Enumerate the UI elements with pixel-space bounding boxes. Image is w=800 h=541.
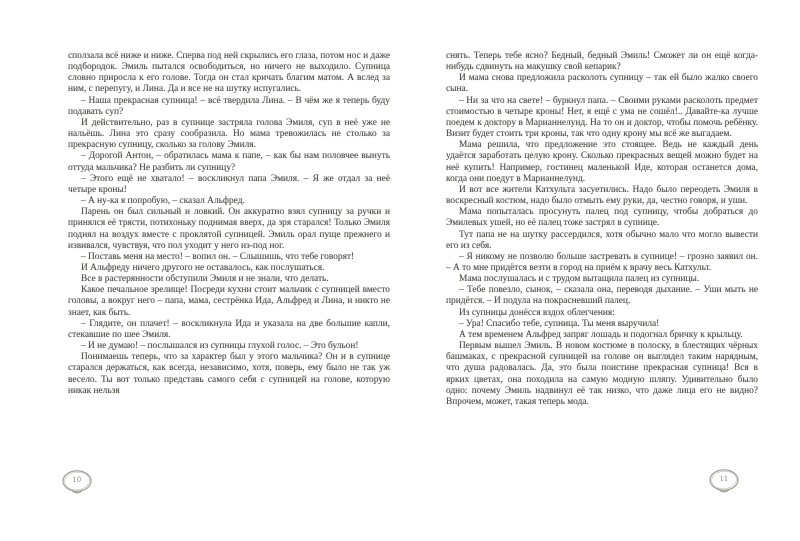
paragraph: Первым вышел Эмиль. В новом костюме в полоску, в блестящих чёрных башмаках, с прекрасной супницей на голове он выглядел таким нарядным, что душа радовалась. Да, это была поистине прекрасная супница! Вся в ярких цветах, она походила на самую модную шляпу. Удивительно было одно: почему Эмиль надвинул её так низко, что даже лица его не видно? Впрочем, может, такая теперь мода. — [446, 341, 758, 407]
paragraph: – Поставь меня на место! – вопил он. – Слышишь, что тебе говорят! — [81, 251, 355, 262]
paragraph: Мама послушалась и с трудом вытащила палец из супницы. — [459, 274, 700, 285]
page-left — [68, 51, 390, 397]
paragraph: – Дорогой Антон, – обратилась мама к папе, – как бы нам половчее вынуть оттуда мальчика? Не разбить ли супницу? — [68, 151, 390, 173]
paragraph: И вот все жители Катхульта засуетились. Надо было переодеть Эмиля в воскресный костюм, надо было отмыть ему руки, да, честно говоря, и уши. — [446, 184, 758, 207]
paragraph: Из супницы донёсся вздох облегчения: — [459, 307, 615, 318]
paragraph: Мама попыталась просунуть палец под супницу, чтобы добраться до Эмилевых ушей, но её палец тоже застрял в супнице. — [446, 207, 758, 229]
paragraph: Все в растерянности обступили Эмиля и не знали, что делать. — [81, 274, 329, 285]
page-number-right: 11 — [719, 474, 729, 483]
page-number-medallion-left — [59, 467, 95, 498]
paragraph: Понимаешь теперь, что за характер был у этого мальчика? Он и в супнице старался держаться, как всегда, независимо, хотя, поверь, ему было не так уж весело. Ты вот только представь самого себя с супницей на голове, которую никак нельзя — [68, 352, 390, 396]
paragraph: – Ура! Спасибо тебе, супница. Ты меня выручила! — [459, 318, 660, 329]
paragraph: – А ну-ка я попробую, – сказал Альфред. — [81, 196, 245, 207]
paragraph: И действительно, раз в супнице застряла голова Эмиля, суп в неё уже не нальёшь. Лина это сразу сообразила. Но мама тревожилась не столько за прекрасную супницу, сколько за голову Эмиля. — [68, 117, 390, 151]
paragraph: снять. Теперь тебе ясно? Бедный, бедный Эмиль! Сможет ли он ещё когда-нибудь сдвинуть на макушку свой кепарик? — [446, 51, 758, 73]
paragraph: Тут папа не на шутку рассердился, хотя обычно мало что могло вывести его из себя. — [446, 229, 758, 251]
page-right — [446, 51, 758, 408]
paragraph: – Глядите, он плачет! – воскликнула Ида и указала на две большие капли, стекавшие по шее Эмиля. — [68, 318, 390, 340]
page-number-medallion-right — [706, 466, 742, 497]
paragraph: Парень он был сильный и ловкий. Он аккуратно взял супницу за ручки и принялся её трясти, потихоньку поднимая вверх, да зря старался! Только Эмиля поднял на воздух вместе с проклятой супницей. Эмиль орал пуще прежнего и извивался, чувствуя, что пол уходит у него из-под ног. — [68, 207, 390, 251]
page-number-left: 10 — [72, 475, 82, 484]
paragraph: – Этого ещё не хватало! – воскликнул папа Эмиля. – Я же отдал за неё четыре кроны! — [68, 173, 390, 195]
paragraph: Какое печальное зрелище! Посреди кухни стоит мальчик с супницей вместо головы, а вокруг него – папа, мама, сестрёнка Ида, Альфред и Лина, и никто не знает, как быть. — [68, 285, 390, 318]
paragraph: – Я никому не позволю больше застревать в супнице! – грозно заявил он. – А то мне придётся везти в город на приём к врачу весь Катхульт. — [446, 251, 758, 273]
paragraph: А тем временем Альфред запряг лошадь и подогнал бричку к крыльцу. — [459, 329, 743, 340]
paragraph: – Ни за что на свете! – буркнул папа. – Своими руками расколоть предмет стоимостью в четыре кроны! Нет, я ещё с ума не сошёл!.. Давайте-ка лучше поедем к доктору в Марианнелунд. На то он и доктор, чтобы помочь ребёнку. Визит будет стоить три кроны, так что одну крону мы всё же выгадаем. — [446, 95, 758, 140]
paragraph: И Альфреду ничего другого не оставалось, как послушаться. — [81, 262, 325, 273]
paragraph: Мама решила, что предложение это стоящее. Ведь не каждый день удаётся заработать целую крону. Сколько прекрасных вещей можно будет на неё купить! Например, гостинец маленькой Иде, которая останется дома, когда они поедут в Марианнелунд. — [446, 140, 758, 184]
paragraph: сползала всё ниже и ниже. Сперва под ней скрылись его глаза, потом нос и даже подбородок. Эмиль пытался освободиться, но ничего не выходило. Супница словно приросла к его голове. Тогда он стал кричать благим матом. А вслед за ним, с перепугу, и Лина. Да и все не на шутку испугались. — [68, 51, 390, 95]
paragraph: – Наша прекрасная супница! – всё твердила Лина. – В чём же я теперь буду подавать суп? — [68, 95, 390, 117]
paragraph: – И не думаю! – послышался из супницы глухой голос. – Это бульон! — [81, 341, 359, 352]
paragraph: – Тебе повезло, сынок, – сказала она, переводя дыхание. – Уши мыть не придётся. – И подула на покрасневший палец. — [446, 285, 758, 307]
paragraph: И мама снова предложила расколоть супницу – так ей было жалко своего сына. — [446, 73, 758, 95]
